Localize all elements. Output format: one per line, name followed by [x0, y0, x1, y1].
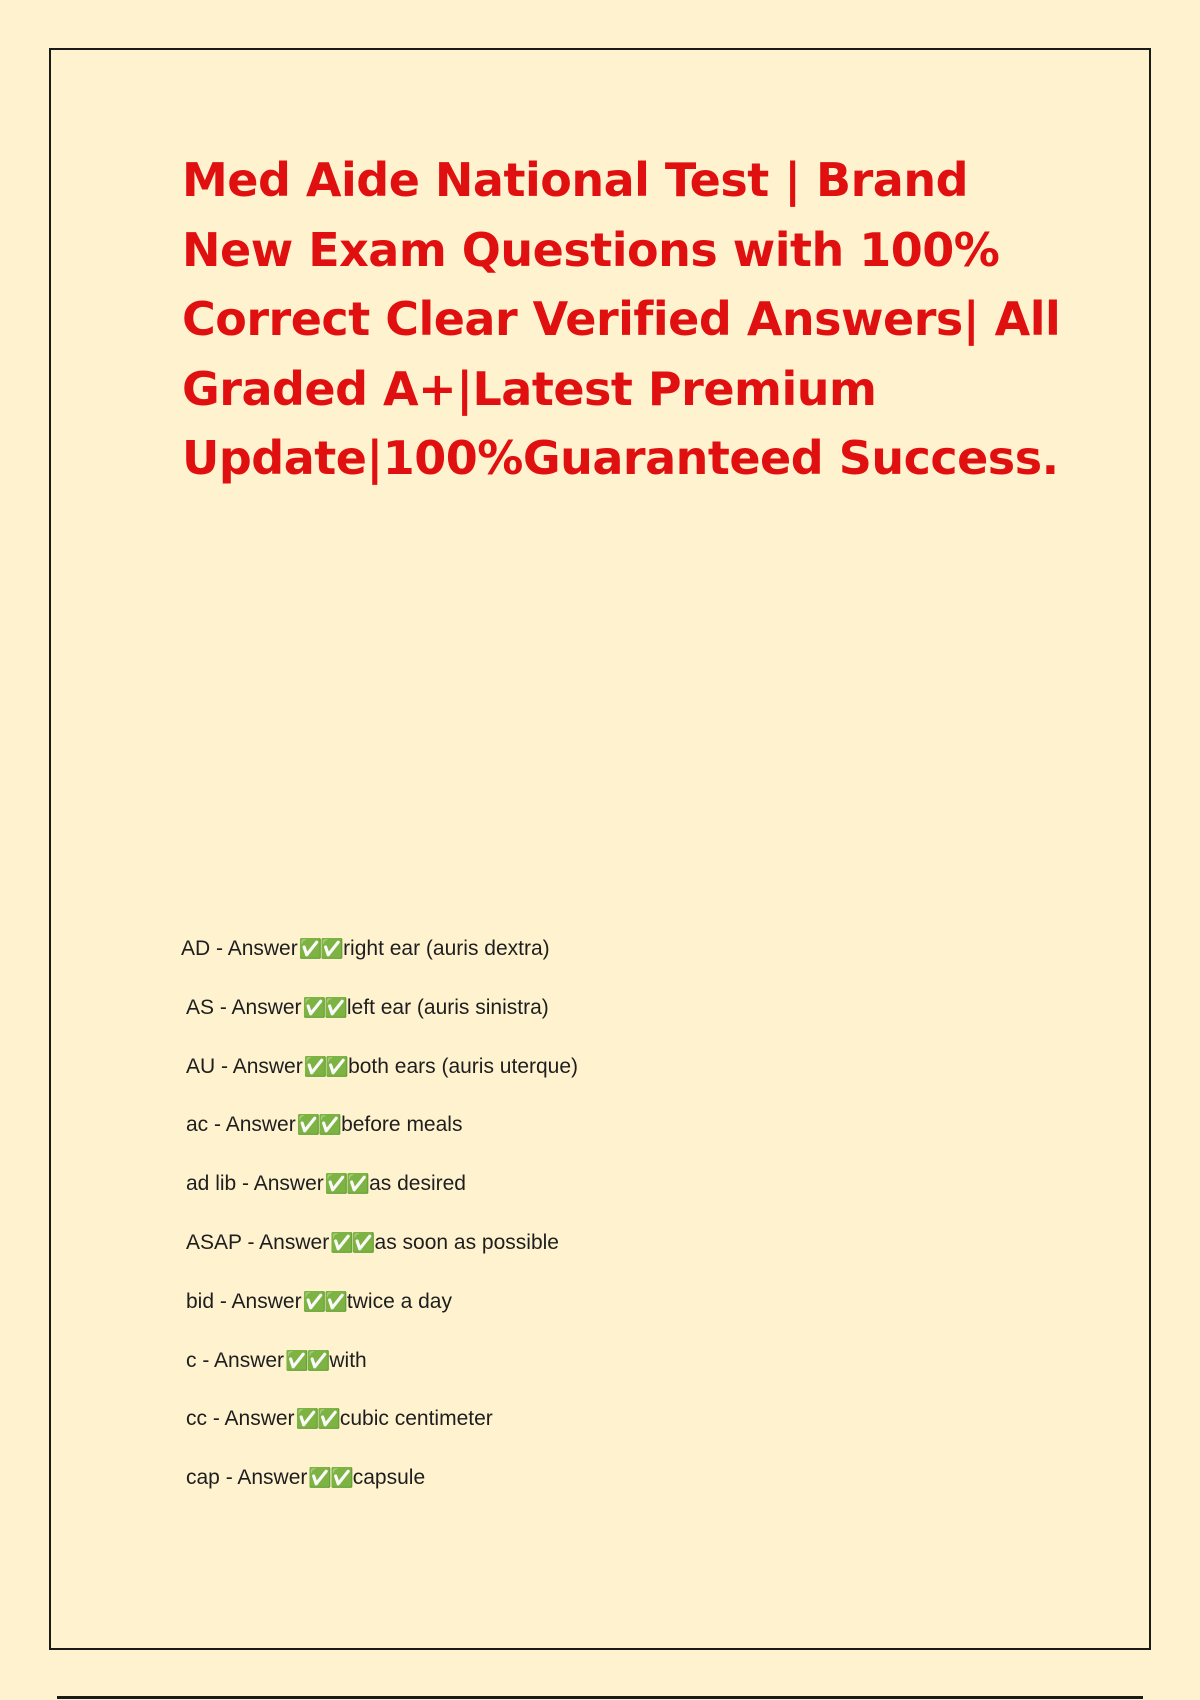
answer-label: Answer [214, 1348, 285, 1372]
double-check-icon: ✅✅ [285, 1350, 329, 1372]
qa-term: AD [181, 937, 211, 960]
qa-item-cap [186, 1464, 578, 1523]
answer-label: Answer [237, 1466, 308, 1490]
qa-separator: - [214, 995, 232, 1019]
qa-item-ac [186, 1111, 578, 1170]
qa-answer: as soon as possible [374, 1230, 559, 1254]
qa-term: AS [186, 995, 215, 1019]
double-check-icon: ✅✅ [302, 1291, 346, 1313]
double-check-icon: ✅✅ [303, 1056, 348, 1078]
qa-term: cap [186, 1466, 220, 1490]
qa-answer: right ear (auris dextra) [343, 937, 550, 960]
answer-label: Answer [225, 1113, 296, 1137]
qa-answer: before meals [341, 1113, 463, 1137]
answer-label: Answer [253, 1172, 324, 1196]
double-check-icon: ✅✅ [296, 1115, 341, 1137]
qa-answer: left ear (auris sinistra) [346, 995, 549, 1019]
qa-term: AU [186, 1054, 216, 1078]
double-check-icon: ✅✅ [302, 997, 346, 1019]
qa-separator: - [241, 1230, 260, 1254]
qa-term: ad lib [186, 1172, 237, 1196]
double-check-icon: ✅✅ [324, 1174, 369, 1196]
answer-label: Answer [231, 1289, 302, 1313]
qa-term: bid [186, 1289, 215, 1313]
qa-answer: as desired [369, 1172, 466, 1196]
qa-separator: - [215, 1054, 233, 1078]
qa-separator: - [207, 1407, 225, 1431]
qa-item-cc [186, 1405, 578, 1464]
answer-label: Answer [231, 995, 302, 1019]
qa-item-au [186, 1053, 578, 1112]
qa-item-ad [181, 935, 578, 994]
qa-separator: - [210, 937, 228, 960]
qa-term: c [186, 1348, 197, 1372]
next-page-edge-divider [57, 1696, 1143, 1699]
qa-item-as [186, 994, 578, 1053]
qa-term: cc [186, 1407, 207, 1431]
qa-term: ac [186, 1113, 209, 1137]
answer-label: Answer [259, 1230, 330, 1254]
qa-separator: - [214, 1289, 232, 1313]
qa-separator: - [196, 1348, 215, 1372]
qa-item-asap [186, 1229, 578, 1288]
qa-answer: cubic centimeter [339, 1407, 493, 1431]
double-check-icon: ✅✅ [330, 1232, 374, 1254]
qa-separator: - [208, 1113, 226, 1137]
qa-answer: both ears (auris uterque) [348, 1054, 579, 1078]
qa-item-bid [186, 1288, 578, 1347]
answer-label: Answer [232, 1054, 303, 1078]
qa-item-ad-lib [186, 1170, 578, 1229]
qa-term: ASAP [186, 1230, 242, 1254]
answer-label: Answer [224, 1407, 295, 1431]
qa-separator: - [219, 1466, 238, 1490]
qa-answer: with [329, 1348, 367, 1372]
qa-list [182, 935, 578, 1523]
qa-answer: capsule [352, 1466, 426, 1490]
document-title: Med Aide National Test | Brand New Exam Questions with 100% Correct Clear Verified Answers| All Graded A+|Latest Premium Update|100%Guaranteed Success. [182, 153, 1061, 485]
double-check-icon: ✅✅ [295, 1409, 339, 1431]
qa-answer: twice a day [346, 1289, 452, 1313]
double-check-icon: ✅✅ [308, 1468, 352, 1490]
qa-separator: - [236, 1172, 254, 1196]
answer-label: Answer [227, 937, 298, 960]
qa-item-c [186, 1347, 578, 1406]
double-check-icon: ✅✅ [298, 939, 343, 960]
